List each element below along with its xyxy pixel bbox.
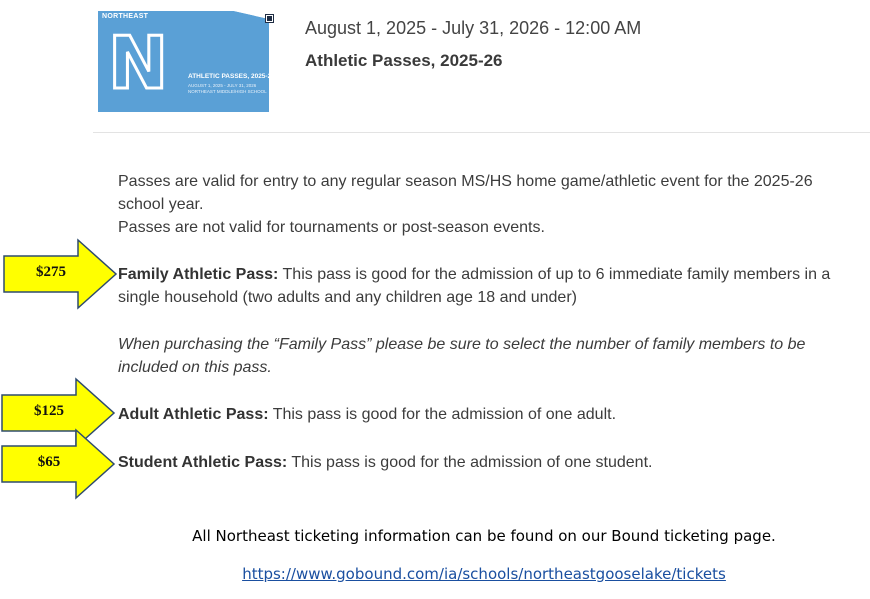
logo-brand: NORTHEAST [102, 13, 149, 20]
validity-line-2: Passes are not valid for tournaments or post-season events. [118, 219, 545, 236]
student-price-arrow [0, 428, 116, 498]
adult-pass-text: This pass is good for the admission of one adult. [268, 406, 617, 423]
student-pass-text: This pass is good for the admission of one student. [287, 454, 653, 471]
ticketing-info: All Northeast ticketing information can be found on our Bound ticketing page. [192, 527, 776, 545]
student-price: $65 [37, 454, 61, 470]
validity-info [118, 170, 863, 239]
family-price-arrow [2, 238, 118, 308]
ticketing-link[interactable]: https://www.gobound.com/ia/schools/northeastgooselake/tickets [242, 565, 726, 583]
validity-line-1: Passes are valid for entry to any regular season MS/HS home game/athletic event for the 2025-26 school year. [118, 173, 813, 213]
event-title: Athletic Passes, 2025-26 [305, 51, 503, 70]
ticketing-info-text [0, 527, 870, 545]
ticketing-link-row [0, 565, 870, 583]
family-pass-label: Family Athletic Pass: [118, 266, 279, 283]
logo-subtitle-dates: AUGUST 1, 2025 - JULY 31, 2026 [188, 83, 257, 88]
adult-pass-description [118, 403, 863, 426]
logo-subtitle [188, 83, 267, 95]
event-logo [98, 11, 273, 112]
family-pass-note-text: When purchasing the “Family Pass” please be sure to select the number of family members to be included on this pass. [118, 336, 806, 376]
student-pass-label: Student Athletic Pass: [118, 454, 288, 471]
family-pass-description [118, 263, 863, 309]
family-pass-note [118, 333, 838, 379]
qr-mark-icon [266, 15, 273, 22]
family-pass-text: This pass is good for the admission of up to 6 immediate family members in a single household (two adults and any children age 18 and under) [118, 266, 831, 306]
adult-price: $125 [34, 403, 64, 419]
family-price: $275 [36, 264, 66, 280]
adult-pass-label: Adult Athletic Pass: [118, 406, 269, 423]
student-pass-description [118, 451, 863, 474]
event-date-range: August 1, 2025 - July 31, 2026 - 12:00 AM [305, 18, 642, 38]
header-divider [93, 132, 870, 133]
logo-letter: N [108, 21, 169, 105]
logo-subtitle-school: NORTHEAST MIDDLE/HIGH SCHOOL [188, 89, 267, 94]
logo-title: ATHLETIC PASSES, 2025-26 [188, 73, 275, 80]
